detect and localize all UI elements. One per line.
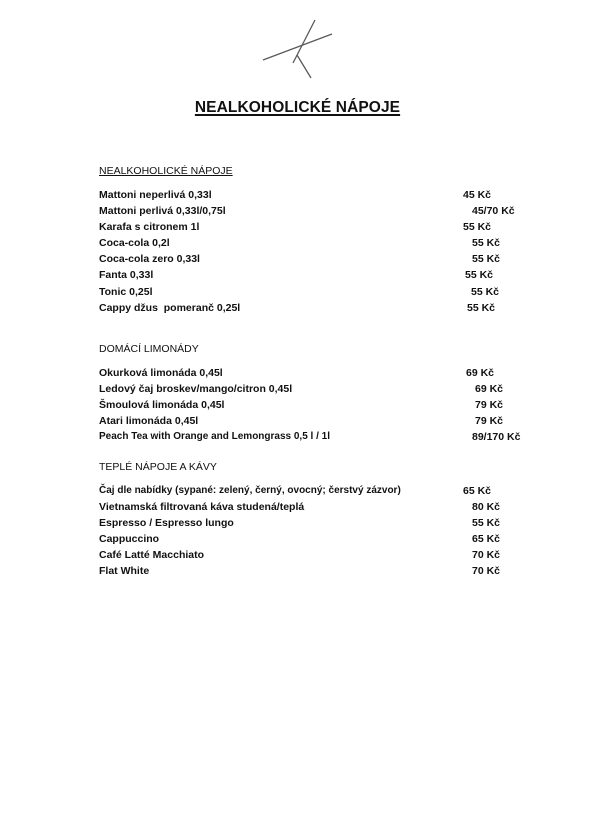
item-name: Cappy džus pomeranč 0,25l [99, 301, 241, 314]
item-price: 55 Kč [472, 517, 501, 530]
section-hot-drinks-coffee [99, 460, 539, 580]
item-list [99, 187, 539, 316]
menu-item [99, 429, 539, 445]
menu-item [99, 365, 539, 381]
item-name: Tonic 0,25l [99, 285, 153, 298]
item-name: Fanta 0,33l [99, 269, 154, 282]
section-heading: DOMÁCÍ LIMONÁDY [99, 343, 199, 355]
menu-item [99, 547, 539, 563]
item-list [99, 365, 539, 445]
item-name: Čaj dle nabídky (sypané: zelený, černý, ovocný; čerstvý zázvor) [99, 485, 401, 496]
item-name: Mattoni neperlivá 0,33l [99, 189, 212, 201]
item-price: 55 Kč [465, 269, 494, 282]
menu-item [99, 251, 539, 267]
section-soft-drinks [99, 164, 539, 316]
item-price: 55 Kč [472, 253, 501, 266]
item-price: 70 Kč [472, 549, 501, 562]
item-name: Cappuccino [99, 533, 160, 546]
section-heading: TEPLÉ NÁPOJE A KÁVY [99, 461, 217, 473]
item-name: Flat White [99, 565, 150, 578]
item-price: 89/170 Kč [472, 431, 521, 444]
item-price: 45 Kč [463, 189, 492, 201]
item-price: 79 Kč [475, 399, 504, 412]
item-price: 70 Kč [472, 565, 501, 578]
item-name: Coca-cola 0,2l [99, 237, 170, 250]
item-price: 55 Kč [463, 221, 492, 234]
item-price: 80 Kč [472, 501, 501, 514]
item-list [99, 483, 539, 580]
menu-item [99, 267, 539, 283]
item-name: Ledový čaj broskev/mango/citron 0,45l [99, 383, 293, 396]
item-price: 65 Kč [463, 485, 492, 497]
item-name: Café Latté Macchiato [99, 549, 205, 562]
menu-item [99, 381, 539, 397]
item-name: Vietnamská filtrovaná káva studená/teplá [99, 501, 305, 514]
menu-item [99, 483, 539, 499]
menu-item [99, 563, 539, 579]
item-name: Šmoulová limonáda 0,45l [99, 399, 225, 412]
page-title: NEALKOHOLICKÉ NÁPOJE [194, 99, 401, 116]
menu-item [99, 300, 539, 316]
menu-item [99, 413, 539, 429]
item-price: 69 Kč [475, 383, 504, 396]
logo-icon [256, 18, 336, 80]
menu-item [99, 515, 539, 531]
item-price: 65 Kč [472, 533, 501, 546]
item-price: 55 Kč [467, 301, 496, 314]
menu-item [99, 203, 539, 219]
item-name: Karafa s citronem 1l [99, 221, 200, 234]
item-price: 45/70 Kč [472, 205, 515, 218]
item-name: Coca-cola zero 0,33l [99, 253, 200, 266]
item-price: 69 Kč [466, 367, 495, 379]
item-name: Peach Tea with Orange and Lemongrass 0,5 l / 1l [99, 431, 331, 443]
section-heading: NEALKOHOLICKÉ NÁPOJE [99, 165, 233, 177]
item-price: 55 Kč [471, 285, 500, 298]
item-name: Okurková limonáda 0,45l [99, 367, 223, 379]
item-price: 55 Kč [472, 237, 501, 250]
menu-item [99, 187, 539, 203]
section-homemade-lemonades [99, 342, 539, 445]
menu-item [99, 284, 539, 300]
item-name: Espresso / Espresso lungo [99, 517, 234, 530]
menu-item [99, 219, 539, 235]
menu-item [99, 499, 539, 515]
menu-item [99, 235, 539, 251]
menu-item [99, 397, 539, 413]
item-name: Mattoni perlivá 0,33l/0,75l [99, 205, 226, 218]
menu-item [99, 531, 539, 547]
item-name: Atari limonáda 0,45l [99, 415, 199, 428]
item-price: 79 Kč [475, 415, 504, 428]
